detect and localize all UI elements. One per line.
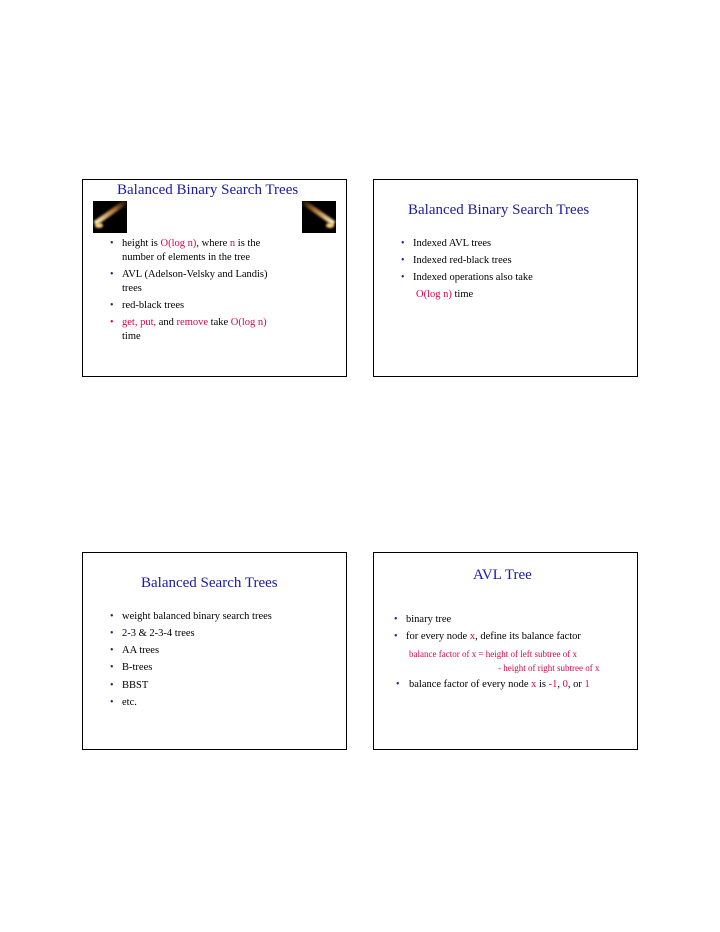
bullet-icon: •	[394, 614, 398, 625]
slide-1-bullet-2-line-2: trees	[122, 283, 142, 294]
bullet-icon: •	[401, 255, 405, 266]
spotlight-left-icon	[93, 201, 127, 233]
bullet-icon: •	[110, 269, 114, 280]
slide-4-bullet-2: for every node x, define its balance factor	[406, 631, 581, 642]
balance-factor-formula-line-2: - height of right subtree of x	[498, 663, 600, 673]
slide-3-item: weight balanced binary search trees	[122, 611, 272, 622]
balance-factor-formula-line-1: balance factor of x = height of left subtree of x	[409, 649, 578, 659]
slide-2	[373, 179, 638, 377]
slide-2-bullet-3: Indexed operations also take	[413, 272, 533, 283]
slide-3-title: Balanced Search Trees	[141, 575, 278, 591]
slide-1-bullet-1: height is O(log n), where n is the	[122, 238, 261, 249]
slide-1-title: Balanced Binary Search Trees	[117, 182, 299, 198]
slide-2-title: Balanced Binary Search Trees	[408, 202, 590, 218]
bullet-icon: •	[394, 631, 398, 642]
slide-2-bullet-3-line-2: O(log n) time	[416, 289, 474, 300]
slide-3-item: B-trees	[122, 662, 153, 673]
bullet-icon: •	[110, 317, 114, 328]
bullet-icon: •	[110, 662, 114, 673]
slide-3-item: 2-3 & 2-3-4 trees	[122, 628, 195, 639]
slide-1-bullet-3: red-black trees	[122, 300, 185, 311]
slide-1-bullet-4: get, put, and remove take O(log n)	[122, 317, 267, 328]
slide-4-title: AVL Tree	[473, 567, 532, 583]
slide-3	[82, 552, 347, 750]
bullet-icon: •	[110, 300, 114, 311]
slide-2-bullet-1: Indexed AVL trees	[413, 238, 492, 249]
slide-4-bullet-3: balance factor of every node x is -1, 0, or 1	[409, 679, 590, 690]
bullet-icon: •	[110, 611, 114, 622]
slide-3-item: etc.	[122, 697, 137, 708]
bullet-icon: •	[110, 680, 114, 691]
bullet-icon: •	[110, 628, 114, 639]
slide-1-bullet-2: AVL (Adelson-Velsky and Landis)	[122, 269, 268, 280]
bullet-icon: •	[396, 679, 400, 690]
bullet-icon: •	[110, 645, 114, 656]
bullet-icon: •	[110, 238, 114, 249]
slide-1	[82, 179, 347, 377]
slide-2-bullet-2: Indexed red-black trees	[413, 255, 512, 266]
slide-3-item: AA trees	[122, 645, 160, 656]
bullet-icon: •	[401, 272, 405, 283]
slide-4	[373, 552, 638, 750]
slide-4-bullet-1: binary tree	[406, 614, 452, 625]
bullet-icon: •	[110, 697, 114, 708]
slide-1-bullet-1-line-2: number of elements in the tree	[122, 252, 250, 263]
slide-3-item: BBST	[122, 680, 149, 691]
slide-1-bullet-4-line-2: time	[122, 331, 141, 342]
bullet-icon: •	[401, 238, 405, 249]
spotlight-right-icon	[302, 201, 336, 233]
